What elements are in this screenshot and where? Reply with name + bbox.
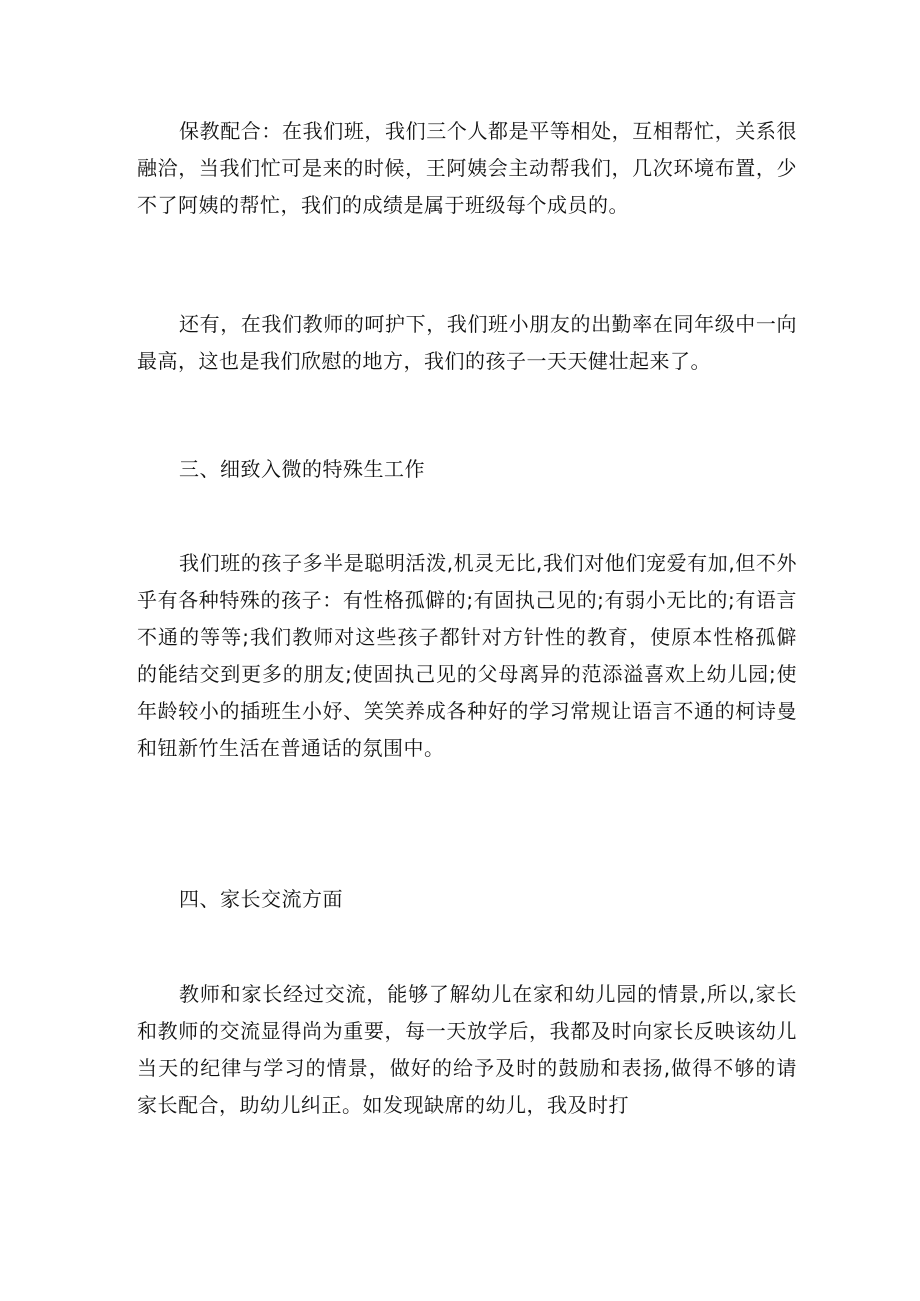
section-heading-parent-communication: 四、家长交流方面 xyxy=(179,887,343,911)
section-heading-special-students: 三、细致入微的特殊生工作 xyxy=(179,457,425,481)
paragraph-staff-cooperation: 保教配合：在我们班，我们三个人都是平等相处，互相帮忙，关系很融洽，当我们忙可是来的时候，王阿姨会主动帮我们，几次环境布置，少不了阿姨的帮忙，我们的成绩是属于班级每个成员的。 xyxy=(137,119,797,217)
paragraph-special-students: 我们班的孩子多半是聪明活泼,机灵无比,我们对他们宠爱有加,但不外乎有各种特殊的孩子：有性格孤僻的;有固执己见的;有弱小无比的;有语言不通的等等;我们教师对这些孩子都针对方针性的教育，使原本性格孤僻的能结交到更多的朋友;使固执己见的父母离异的范添溢喜欢上幼儿园;使年龄较小的插班生小妤、笑笑养成各种好的学习常规让语言不通的柯诗曼和钮新竹生活在普通话的氛围中。 xyxy=(137,551,797,760)
paragraph-parent-communication: 教师和家长经过交流，能够了解幼儿在家和幼儿园的情景,所以,家长和教师的交流显得尚为重要，每一天放学后，我都及时向家长反映该幼儿当天的纪律与学习的情景，做好的给予及时的鼓励和表扬,做得不够的请家长配合，助幼儿纠正。如发现缺席的幼儿，我及时打 xyxy=(137,982,797,1117)
paragraph-attendance: 还有，在我们教师的呵护下，我们班小朋友的出勤率在同年级中一向最高，这也是我们欣慰的地方，我们的孩子一天天健壮起来了。 xyxy=(137,312,797,373)
